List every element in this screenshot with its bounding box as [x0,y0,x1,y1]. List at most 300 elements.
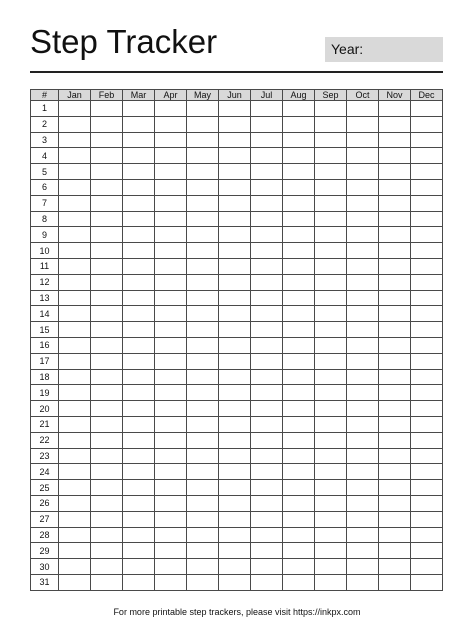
step-cell-apr[interactable] [155,480,187,496]
step-cell-may[interactable] [187,385,219,401]
step-cell-mar[interactable] [123,132,155,148]
step-cell-sep[interactable] [315,164,347,180]
step-cell-sep[interactable] [315,385,347,401]
step-cell-aug[interactable] [283,132,315,148]
step-cell-may[interactable] [187,480,219,496]
step-cell-aug[interactable] [283,559,315,575]
step-cell-nov[interactable] [379,195,411,211]
step-cell-nov[interactable] [379,401,411,417]
step-cell-mar[interactable] [123,243,155,259]
step-cell-jun[interactable] [219,448,251,464]
step-cell-apr[interactable] [155,432,187,448]
step-cell-nov[interactable] [379,369,411,385]
step-cell-jan[interactable] [59,448,91,464]
step-cell-feb[interactable] [91,243,123,259]
step-cell-may[interactable] [187,164,219,180]
step-cell-feb[interactable] [91,337,123,353]
step-cell-jan[interactable] [59,432,91,448]
step-cell-nov[interactable] [379,306,411,322]
step-cell-jun[interactable] [219,432,251,448]
step-cell-apr[interactable] [155,495,187,511]
step-cell-jun[interactable] [219,559,251,575]
step-cell-nov[interactable] [379,337,411,353]
step-cell-mar[interactable] [123,195,155,211]
step-cell-jul[interactable] [251,448,283,464]
step-cell-feb[interactable] [91,511,123,527]
step-cell-feb[interactable] [91,401,123,417]
step-cell-apr[interactable] [155,164,187,180]
step-cell-jan[interactable] [59,322,91,338]
step-cell-aug[interactable] [283,195,315,211]
step-cell-dec[interactable] [411,495,443,511]
step-cell-oct[interactable] [347,543,379,559]
step-cell-jun[interactable] [219,511,251,527]
step-cell-jul[interactable] [251,306,283,322]
step-cell-sep[interactable] [315,369,347,385]
step-cell-jul[interactable] [251,116,283,132]
step-cell-jan[interactable] [59,464,91,480]
step-cell-jan[interactable] [59,258,91,274]
step-cell-mar[interactable] [123,116,155,132]
step-cell-may[interactable] [187,274,219,290]
step-cell-sep[interactable] [315,480,347,496]
step-cell-may[interactable] [187,495,219,511]
step-cell-jun[interactable] [219,527,251,543]
step-cell-apr[interactable] [155,574,187,590]
step-cell-feb[interactable] [91,322,123,338]
step-cell-sep[interactable] [315,559,347,575]
step-cell-jun[interactable] [219,495,251,511]
step-cell-jan[interactable] [59,148,91,164]
step-cell-jun[interactable] [219,306,251,322]
step-cell-jan[interactable] [59,543,91,559]
step-cell-jan[interactable] [59,290,91,306]
step-cell-dec[interactable] [411,527,443,543]
step-cell-jul[interactable] [251,101,283,117]
step-cell-apr[interactable] [155,337,187,353]
step-cell-jul[interactable] [251,227,283,243]
step-cell-oct[interactable] [347,132,379,148]
step-cell-sep[interactable] [315,243,347,259]
step-cell-aug[interactable] [283,243,315,259]
step-cell-may[interactable] [187,101,219,117]
step-cell-may[interactable] [187,559,219,575]
step-cell-oct[interactable] [347,227,379,243]
step-cell-feb[interactable] [91,227,123,243]
step-cell-sep[interactable] [315,195,347,211]
step-cell-jun[interactable] [219,258,251,274]
step-cell-jan[interactable] [59,243,91,259]
step-cell-jul[interactable] [251,543,283,559]
step-cell-dec[interactable] [411,306,443,322]
step-cell-may[interactable] [187,132,219,148]
step-cell-nov[interactable] [379,132,411,148]
step-cell-may[interactable] [187,179,219,195]
step-cell-jun[interactable] [219,385,251,401]
step-cell-feb[interactable] [91,258,123,274]
step-cell-mar[interactable] [123,369,155,385]
step-cell-aug[interactable] [283,101,315,117]
step-cell-apr[interactable] [155,243,187,259]
step-cell-aug[interactable] [283,148,315,164]
step-cell-mar[interactable] [123,148,155,164]
step-cell-feb[interactable] [91,480,123,496]
step-cell-apr[interactable] [155,369,187,385]
step-cell-nov[interactable] [379,559,411,575]
step-cell-oct[interactable] [347,195,379,211]
step-cell-feb[interactable] [91,527,123,543]
step-cell-mar[interactable] [123,448,155,464]
step-cell-jan[interactable] [59,195,91,211]
step-cell-aug[interactable] [283,543,315,559]
step-cell-may[interactable] [187,211,219,227]
step-cell-oct[interactable] [347,401,379,417]
step-cell-may[interactable] [187,511,219,527]
step-cell-feb[interactable] [91,369,123,385]
step-cell-dec[interactable] [411,258,443,274]
step-cell-mar[interactable] [123,258,155,274]
step-cell-apr[interactable] [155,527,187,543]
step-cell-sep[interactable] [315,432,347,448]
step-cell-feb[interactable] [91,148,123,164]
step-cell-apr[interactable] [155,385,187,401]
step-cell-oct[interactable] [347,559,379,575]
step-cell-aug[interactable] [283,527,315,543]
step-cell-may[interactable] [187,322,219,338]
step-cell-nov[interactable] [379,290,411,306]
step-cell-mar[interactable] [123,401,155,417]
step-cell-jan[interactable] [59,480,91,496]
step-cell-apr[interactable] [155,416,187,432]
step-cell-jul[interactable] [251,574,283,590]
step-cell-apr[interactable] [155,306,187,322]
step-cell-may[interactable] [187,148,219,164]
step-cell-mar[interactable] [123,322,155,338]
step-cell-aug[interactable] [283,258,315,274]
step-cell-sep[interactable] [315,495,347,511]
step-cell-jan[interactable] [59,274,91,290]
step-cell-mar[interactable] [123,480,155,496]
step-cell-nov[interactable] [379,164,411,180]
step-cell-jan[interactable] [59,164,91,180]
step-cell-apr[interactable] [155,511,187,527]
step-cell-mar[interactable] [123,416,155,432]
step-cell-jan[interactable] [59,227,91,243]
step-cell-jan[interactable] [59,337,91,353]
step-cell-apr[interactable] [155,258,187,274]
step-cell-nov[interactable] [379,353,411,369]
step-cell-nov[interactable] [379,101,411,117]
step-cell-aug[interactable] [283,116,315,132]
step-cell-apr[interactable] [155,464,187,480]
step-cell-jan[interactable] [59,416,91,432]
step-cell-jun[interactable] [219,480,251,496]
step-cell-oct[interactable] [347,274,379,290]
step-cell-mar[interactable] [123,211,155,227]
step-cell-dec[interactable] [411,274,443,290]
step-cell-jan[interactable] [59,574,91,590]
step-cell-feb[interactable] [91,116,123,132]
step-cell-feb[interactable] [91,543,123,559]
step-cell-sep[interactable] [315,337,347,353]
step-cell-may[interactable] [187,369,219,385]
step-cell-dec[interactable] [411,559,443,575]
step-cell-jul[interactable] [251,527,283,543]
step-cell-jun[interactable] [219,274,251,290]
step-cell-feb[interactable] [91,448,123,464]
step-cell-sep[interactable] [315,227,347,243]
step-cell-oct[interactable] [347,480,379,496]
step-cell-apr[interactable] [155,448,187,464]
step-cell-nov[interactable] [379,211,411,227]
step-cell-jul[interactable] [251,401,283,417]
step-cell-feb[interactable] [91,290,123,306]
step-cell-jun[interactable] [219,132,251,148]
step-cell-aug[interactable] [283,401,315,417]
step-cell-may[interactable] [187,195,219,211]
step-cell-feb[interactable] [91,132,123,148]
step-cell-jun[interactable] [219,337,251,353]
step-cell-dec[interactable] [411,416,443,432]
step-cell-feb[interactable] [91,495,123,511]
step-cell-jun[interactable] [219,290,251,306]
step-cell-jan[interactable] [59,179,91,195]
step-cell-jan[interactable] [59,306,91,322]
step-cell-nov[interactable] [379,574,411,590]
step-cell-jul[interactable] [251,495,283,511]
step-cell-feb[interactable] [91,179,123,195]
step-cell-dec[interactable] [411,148,443,164]
step-cell-apr[interactable] [155,353,187,369]
step-cell-aug[interactable] [283,480,315,496]
step-cell-mar[interactable] [123,559,155,575]
step-cell-jul[interactable] [251,290,283,306]
step-cell-nov[interactable] [379,322,411,338]
step-cell-oct[interactable] [347,306,379,322]
step-cell-oct[interactable] [347,416,379,432]
step-cell-jan[interactable] [59,385,91,401]
step-cell-oct[interactable] [347,258,379,274]
step-cell-sep[interactable] [315,179,347,195]
step-cell-jan[interactable] [59,116,91,132]
step-cell-jun[interactable] [219,116,251,132]
step-cell-nov[interactable] [379,385,411,401]
step-cell-may[interactable] [187,448,219,464]
step-cell-may[interactable] [187,227,219,243]
step-cell-aug[interactable] [283,290,315,306]
step-cell-nov[interactable] [379,148,411,164]
step-cell-mar[interactable] [123,353,155,369]
step-cell-apr[interactable] [155,116,187,132]
step-cell-mar[interactable] [123,227,155,243]
step-cell-mar[interactable] [123,290,155,306]
step-cell-dec[interactable] [411,432,443,448]
step-cell-feb[interactable] [91,574,123,590]
step-cell-jul[interactable] [251,385,283,401]
step-cell-oct[interactable] [347,574,379,590]
step-cell-apr[interactable] [155,559,187,575]
step-cell-may[interactable] [187,243,219,259]
step-cell-sep[interactable] [315,448,347,464]
step-cell-mar[interactable] [123,495,155,511]
step-cell-dec[interactable] [411,101,443,117]
step-cell-apr[interactable] [155,401,187,417]
step-cell-mar[interactable] [123,101,155,117]
step-cell-apr[interactable] [155,322,187,338]
step-cell-oct[interactable] [347,464,379,480]
step-cell-mar[interactable] [123,464,155,480]
step-cell-jun[interactable] [219,353,251,369]
step-cell-sep[interactable] [315,116,347,132]
step-cell-nov[interactable] [379,243,411,259]
step-cell-aug[interactable] [283,448,315,464]
step-cell-jul[interactable] [251,132,283,148]
step-cell-apr[interactable] [155,543,187,559]
step-cell-jul[interactable] [251,322,283,338]
step-cell-mar[interactable] [123,164,155,180]
step-cell-jul[interactable] [251,258,283,274]
step-cell-aug[interactable] [283,179,315,195]
step-cell-dec[interactable] [411,369,443,385]
step-cell-apr[interactable] [155,290,187,306]
step-cell-jan[interactable] [59,559,91,575]
step-cell-may[interactable] [187,416,219,432]
step-cell-jun[interactable] [219,211,251,227]
step-cell-oct[interactable] [347,448,379,464]
step-cell-sep[interactable] [315,148,347,164]
step-cell-dec[interactable] [411,322,443,338]
step-cell-may[interactable] [187,464,219,480]
step-cell-may[interactable] [187,432,219,448]
step-cell-nov[interactable] [379,495,411,511]
step-cell-jul[interactable] [251,511,283,527]
step-cell-jul[interactable] [251,559,283,575]
step-cell-mar[interactable] [123,543,155,559]
step-cell-nov[interactable] [379,480,411,496]
step-cell-aug[interactable] [283,369,315,385]
step-cell-dec[interactable] [411,401,443,417]
step-cell-aug[interactable] [283,164,315,180]
step-cell-jan[interactable] [59,211,91,227]
step-cell-oct[interactable] [347,495,379,511]
step-cell-aug[interactable] [283,511,315,527]
step-cell-aug[interactable] [283,227,315,243]
step-cell-sep[interactable] [315,464,347,480]
step-cell-dec[interactable] [411,480,443,496]
step-cell-feb[interactable] [91,274,123,290]
step-cell-sep[interactable] [315,574,347,590]
step-cell-apr[interactable] [155,148,187,164]
step-cell-aug[interactable] [283,574,315,590]
step-cell-jan[interactable] [59,369,91,385]
step-cell-jan[interactable] [59,527,91,543]
step-cell-dec[interactable] [411,464,443,480]
step-cell-dec[interactable] [411,195,443,211]
step-cell-mar[interactable] [123,337,155,353]
step-cell-jun[interactable] [219,543,251,559]
step-cell-may[interactable] [187,337,219,353]
step-cell-mar[interactable] [123,574,155,590]
step-cell-jun[interactable] [219,322,251,338]
step-cell-feb[interactable] [91,464,123,480]
step-cell-aug[interactable] [283,211,315,227]
step-cell-mar[interactable] [123,274,155,290]
step-cell-jun[interactable] [219,179,251,195]
step-cell-dec[interactable] [411,164,443,180]
step-cell-nov[interactable] [379,543,411,559]
step-cell-oct[interactable] [347,385,379,401]
step-cell-mar[interactable] [123,511,155,527]
step-cell-oct[interactable] [347,164,379,180]
step-cell-oct[interactable] [347,179,379,195]
step-cell-apr[interactable] [155,211,187,227]
step-cell-jun[interactable] [219,195,251,211]
step-cell-apr[interactable] [155,132,187,148]
step-cell-aug[interactable] [283,495,315,511]
step-cell-feb[interactable] [91,306,123,322]
step-cell-sep[interactable] [315,401,347,417]
step-cell-feb[interactable] [91,353,123,369]
step-cell-sep[interactable] [315,322,347,338]
step-cell-jan[interactable] [59,132,91,148]
step-cell-feb[interactable] [91,211,123,227]
step-cell-jul[interactable] [251,164,283,180]
step-cell-oct[interactable] [347,211,379,227]
step-cell-dec[interactable] [411,227,443,243]
step-cell-jan[interactable] [59,353,91,369]
step-cell-may[interactable] [187,543,219,559]
step-cell-jul[interactable] [251,480,283,496]
step-cell-jun[interactable] [219,243,251,259]
step-cell-mar[interactable] [123,527,155,543]
step-cell-jun[interactable] [219,164,251,180]
step-cell-dec[interactable] [411,211,443,227]
step-cell-feb[interactable] [91,195,123,211]
step-cell-may[interactable] [187,401,219,417]
step-cell-feb[interactable] [91,559,123,575]
step-cell-nov[interactable] [379,464,411,480]
step-cell-oct[interactable] [347,116,379,132]
step-cell-sep[interactable] [315,353,347,369]
step-cell-aug[interactable] [283,353,315,369]
step-cell-mar[interactable] [123,306,155,322]
step-cell-nov[interactable] [379,416,411,432]
step-cell-jul[interactable] [251,211,283,227]
step-cell-sep[interactable] [315,527,347,543]
step-cell-jul[interactable] [251,179,283,195]
step-cell-jan[interactable] [59,401,91,417]
step-cell-nov[interactable] [379,527,411,543]
step-cell-dec[interactable] [411,116,443,132]
step-cell-mar[interactable] [123,385,155,401]
step-cell-feb[interactable] [91,416,123,432]
step-cell-dec[interactable] [411,574,443,590]
step-cell-oct[interactable] [347,369,379,385]
step-cell-jul[interactable] [251,416,283,432]
step-cell-apr[interactable] [155,227,187,243]
step-cell-dec[interactable] [411,448,443,464]
step-cell-aug[interactable] [283,274,315,290]
step-cell-dec[interactable] [411,511,443,527]
step-cell-jun[interactable] [219,227,251,243]
step-cell-may[interactable] [187,258,219,274]
step-cell-aug[interactable] [283,337,315,353]
step-cell-sep[interactable] [315,101,347,117]
step-cell-sep[interactable] [315,211,347,227]
step-cell-oct[interactable] [347,337,379,353]
step-cell-sep[interactable] [315,258,347,274]
step-cell-jun[interactable] [219,369,251,385]
